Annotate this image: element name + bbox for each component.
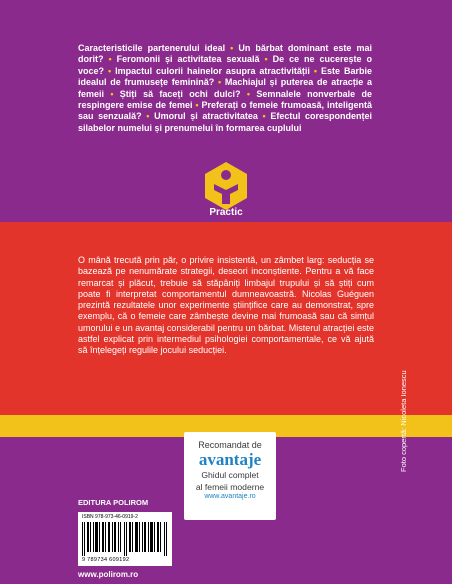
isbn-text: ISBN 978-973-46-0919-2 <box>82 514 138 520</box>
recommendation-url: www.avantaje.ro <box>204 493 256 501</box>
bullet-icon: • <box>195 100 199 111</box>
barcode <box>78 512 172 566</box>
recommendation-line1: Ghidul complet <box>201 470 259 480</box>
topic-item: Machiajul și puterea de atracție a femeii <box>78 77 372 99</box>
topic-item: Preferați o femeie frumoasă, inteligentă sau senzuală? <box>78 100 372 122</box>
barcode-digits: 9 789734 609192 <box>82 557 130 563</box>
publisher-name: EDITURA POLIROM <box>78 498 149 507</box>
bullet-icon: • <box>110 88 114 99</box>
bullet-icon: • <box>264 54 268 65</box>
recommendation-badge <box>184 432 276 520</box>
topic-item: Feromonii și activitatea sexuală <box>116 54 260 65</box>
publisher-website: www.polirom.ro <box>78 570 139 579</box>
bullet-icon: • <box>108 54 112 65</box>
bullet-icon: • <box>230 43 234 53</box>
photo-credit: Foto copertă: Nicoleta Ionescu <box>399 370 408 472</box>
topic-item: Un bărbat dominant este mai dorit? <box>78 43 372 65</box>
series-label: Practic <box>209 207 243 218</box>
bullet-icon: • <box>313 65 318 76</box>
bullet-icon: • <box>107 65 112 76</box>
book-description: O mână trecută prin păr, o privire insistentă, un zâmbet larg: seducția se bazează pe nenumărate strategii, deseori inconștiente. Pentru a vă face remarcat și plăcut, trebuie să stăpâniți limbajul trupului și să știți cum poate fi interpretat comportamentul dumneavoastră. Nicolas Guéguen prezintă rezultatele unor experimente științifice care au demonstrat, spre exemplu, că o femeie care zâmbește devine mai frumoasă sau că simțul umorului e un avantaj considerabil pentru un bărbat. Misterul atracției este astfel explicat prin intermediul psihologiei comportamentale, ce vă ajută să înțelegeți regulile jocului seducției. <box>78 255 374 356</box>
topic-item: Este Barbie idealul de frumusețe feminină? <box>78 65 372 88</box>
topic-item: De ce ne cucerește o voce? <box>78 54 372 76</box>
topic-item: Efectul corespondenței silabelor numelui și prenumelui în formarea cuplului <box>78 111 372 133</box>
topic-item: Caracteristicile partenerului ideal <box>78 43 226 53</box>
practic-logo-icon <box>200 160 252 212</box>
topic-item: Impactul culorii hainelor asupra atractivității <box>115 65 310 76</box>
bullet-icon: • <box>217 77 222 88</box>
topic-item: Umorul și atractivitatea <box>154 111 258 122</box>
topic-item: Știți să faceți ochi dulci? <box>119 88 241 99</box>
bullet-icon: • <box>146 111 150 122</box>
topics-list <box>78 43 372 134</box>
bullet-icon: • <box>246 88 250 99</box>
bullet-icon: • <box>262 111 266 122</box>
topic-item: Semnalele nonverbale de respingere emise de femei <box>78 88 372 111</box>
recommendation-top: Recomandat de <box>198 440 262 450</box>
recommendation-brand: avantaje <box>198 450 262 469</box>
barcode-bars-icon <box>82 522 168 556</box>
recommendation-line2: al femeii moderne <box>195 481 265 492</box>
